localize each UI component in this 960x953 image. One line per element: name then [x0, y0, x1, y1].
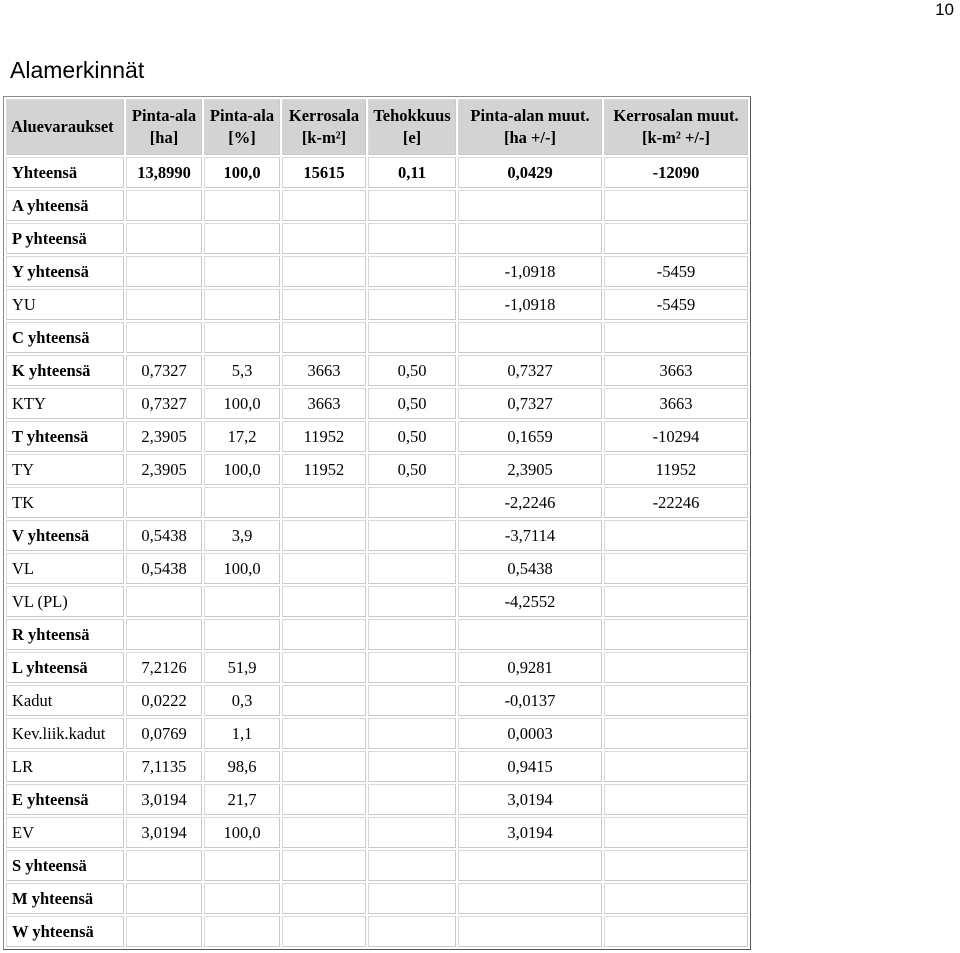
- table-cell: -10294: [604, 421, 748, 452]
- table-cell: -4,2552: [458, 586, 602, 617]
- table-cell: [368, 322, 456, 353]
- table-cell: [604, 586, 748, 617]
- table-cell: [604, 685, 748, 716]
- table-cell: [368, 619, 456, 650]
- table-cell: 0,50: [368, 355, 456, 386]
- table-cell: [282, 652, 366, 683]
- table-cell: 3663: [604, 355, 748, 386]
- table-cell: [204, 190, 280, 221]
- table-cell: [458, 850, 602, 881]
- table-row: [6, 916, 748, 947]
- table-cell: [368, 190, 456, 221]
- table-cell: [126, 916, 202, 947]
- table-cell: [604, 916, 748, 947]
- row-label: K yhteensä: [6, 355, 124, 386]
- row-label: S yhteensä: [6, 850, 124, 881]
- header-unit: [ha]: [149, 128, 179, 147]
- table-cell: [204, 883, 280, 914]
- header-aluevaraukset: [6, 99, 124, 155]
- table-cell: [204, 619, 280, 650]
- table-cell: 0,1659: [458, 421, 602, 452]
- table-cell: [604, 850, 748, 881]
- table-cell: 3,0194: [458, 817, 602, 848]
- header-label: Pinta-alan muut.: [470, 106, 590, 125]
- table-cell: [368, 256, 456, 287]
- header-label: Aluevaraukset: [11, 117, 114, 136]
- table-cell: 0,9281: [458, 652, 602, 683]
- table-cell: -1,0918: [458, 289, 602, 320]
- table-cell: 98,6: [204, 751, 280, 782]
- table-cell: [126, 487, 202, 518]
- table-cell: [458, 223, 602, 254]
- table-cell: [126, 322, 202, 353]
- row-label: VL (PL): [6, 586, 124, 617]
- table-cell: [126, 883, 202, 914]
- row-label: P yhteensä: [6, 223, 124, 254]
- row-label: T yhteensä: [6, 421, 124, 452]
- table-cell: 2,3905: [458, 454, 602, 485]
- table-cell: 0,7327: [458, 355, 602, 386]
- table-cell: [368, 289, 456, 320]
- table-cell: [458, 322, 602, 353]
- table-cell: 3,9: [204, 520, 280, 551]
- table-cell: [368, 685, 456, 716]
- land-use-table: [3, 96, 751, 950]
- table-cell: 3663: [604, 388, 748, 419]
- table-cell: [368, 487, 456, 518]
- row-label: Kadut: [6, 685, 124, 716]
- header-pinta-ala-ha: [126, 99, 202, 155]
- table-cell: 0,7327: [126, 355, 202, 386]
- header-tehokkuus: [368, 99, 456, 155]
- table-row: [6, 454, 748, 485]
- header-kerrosala: [282, 99, 366, 155]
- table-cell: [282, 784, 366, 815]
- table-cell: 3,0194: [458, 784, 602, 815]
- table-cell: [604, 190, 748, 221]
- table-cell: [282, 685, 366, 716]
- table-cell: 100,0: [204, 157, 280, 188]
- table-cell: [204, 916, 280, 947]
- row-label: C yhteensä: [6, 322, 124, 353]
- table-row: [6, 322, 748, 353]
- table-cell: [282, 586, 366, 617]
- table-row: [6, 883, 748, 914]
- row-label: EV: [6, 817, 124, 848]
- header-unit: [k-m² +/-]: [642, 128, 710, 147]
- header-row: [6, 99, 748, 155]
- table-cell: [282, 289, 366, 320]
- table-cell: [204, 322, 280, 353]
- table-cell: [204, 223, 280, 254]
- table-cell: [368, 718, 456, 749]
- table-cell: 0,0222: [126, 685, 202, 716]
- table-cell: [368, 850, 456, 881]
- row-label: KTY: [6, 388, 124, 419]
- header-unit: [k-m²]: [301, 128, 347, 147]
- table-cell: [282, 850, 366, 881]
- table-cell: 0,50: [368, 388, 456, 419]
- row-label: M yhteensä: [6, 883, 124, 914]
- table-row: [6, 520, 748, 551]
- table-cell: [282, 619, 366, 650]
- table-cell: [604, 652, 748, 683]
- table-cell: [604, 883, 748, 914]
- table-cell: [368, 916, 456, 947]
- table-cell: 0,7327: [458, 388, 602, 419]
- table-cell: [458, 916, 602, 947]
- row-label: E yhteensä: [6, 784, 124, 815]
- table-cell: [282, 487, 366, 518]
- table-cell: 100,0: [204, 553, 280, 584]
- row-label: R yhteensä: [6, 619, 124, 650]
- table-cell: 17,2: [204, 421, 280, 452]
- table-cell: 51,9: [204, 652, 280, 683]
- table-cell: 0,50: [368, 454, 456, 485]
- page-number: 10: [935, 0, 954, 19]
- table-body: [6, 157, 748, 947]
- table-cell: [604, 223, 748, 254]
- header-unit: [e]: [402, 128, 422, 147]
- table-cell: [458, 883, 602, 914]
- table-cell: -2,2246: [458, 487, 602, 518]
- header-unit: [%]: [228, 128, 256, 147]
- table-cell: -12090: [604, 157, 748, 188]
- table-cell: [282, 751, 366, 782]
- header-label: Pinta-ala: [209, 106, 275, 125]
- table-cell: [204, 586, 280, 617]
- table-cell: [368, 883, 456, 914]
- table-cell: [368, 520, 456, 551]
- table-row: [6, 289, 748, 320]
- header-label: Tehokkuus: [373, 106, 451, 125]
- table-cell: 11952: [604, 454, 748, 485]
- row-label: TK: [6, 487, 124, 518]
- table-cell: [368, 553, 456, 584]
- table-cell: [126, 586, 202, 617]
- table-cell: [368, 586, 456, 617]
- table-cell: [126, 256, 202, 287]
- table-cell: [368, 817, 456, 848]
- row-label: W yhteensä: [6, 916, 124, 947]
- header-label: Kerrosalan muut.: [613, 106, 739, 125]
- table-cell: 2,3905: [126, 421, 202, 452]
- table-cell: [282, 256, 366, 287]
- table-cell: [126, 190, 202, 221]
- header-pinta-ala-pct: [204, 99, 280, 155]
- table-cell: [282, 718, 366, 749]
- table-cell: [368, 223, 456, 254]
- table-cell: [604, 784, 748, 815]
- table-row: [6, 586, 748, 617]
- table-cell: [368, 751, 456, 782]
- table-row: [6, 553, 748, 584]
- row-label: LR: [6, 751, 124, 782]
- table-cell: [282, 520, 366, 551]
- table-cell: [604, 619, 748, 650]
- table-row: [6, 355, 748, 386]
- table-row: [6, 223, 748, 254]
- table-cell: 0,5438: [126, 520, 202, 551]
- table-cell: 100,0: [204, 454, 280, 485]
- table-header: [6, 99, 748, 155]
- table-row: [6, 817, 748, 848]
- table-cell: [604, 553, 748, 584]
- table-cell: [458, 619, 602, 650]
- table-cell: 100,0: [204, 817, 280, 848]
- table-cell: 100,0: [204, 388, 280, 419]
- table-cell: [604, 718, 748, 749]
- table-cell: 1,1: [204, 718, 280, 749]
- row-label: VL: [6, 553, 124, 584]
- table-row: [6, 751, 748, 782]
- table-cell: 0,0429: [458, 157, 602, 188]
- table-cell: 3,0194: [126, 817, 202, 848]
- table-cell: [204, 289, 280, 320]
- table-row: [6, 718, 748, 749]
- table-cell: 7,2126: [126, 652, 202, 683]
- table-cell: [368, 784, 456, 815]
- table-cell: 0,9415: [458, 751, 602, 782]
- table-cell: 0,3: [204, 685, 280, 716]
- table-cell: 0,0769: [126, 718, 202, 749]
- table-cell: 13,8990: [126, 157, 202, 188]
- table-cell: -5459: [604, 289, 748, 320]
- table-cell: 0,50: [368, 421, 456, 452]
- table-cell: [204, 256, 280, 287]
- table-cell: 11952: [282, 454, 366, 485]
- table-cell: [604, 751, 748, 782]
- table-cell: [282, 817, 366, 848]
- row-label: Kev.liik.kadut: [6, 718, 124, 749]
- row-label: TY: [6, 454, 124, 485]
- header-pinta-alan-muut: [458, 99, 602, 155]
- table-cell: 3663: [282, 355, 366, 386]
- table-row: [6, 685, 748, 716]
- table-cell: [604, 817, 748, 848]
- table-cell: [458, 190, 602, 221]
- header-kerrosalan-muut: [604, 99, 748, 155]
- header-label: Kerrosala: [288, 106, 360, 125]
- table-row: [6, 850, 748, 881]
- table-cell: 3,0194: [126, 784, 202, 815]
- table-cell: -22246: [604, 487, 748, 518]
- table-cell: 3663: [282, 388, 366, 419]
- table-row: [6, 256, 748, 287]
- table-cell: [126, 223, 202, 254]
- table-cell: 0,5438: [126, 553, 202, 584]
- table-row: [6, 487, 748, 518]
- header-unit: [ha +/-]: [503, 128, 557, 147]
- table-row: [6, 190, 748, 221]
- table-cell: 7,1135: [126, 751, 202, 782]
- table-cell: [282, 883, 366, 914]
- row-label: YU: [6, 289, 124, 320]
- table-row: [6, 388, 748, 419]
- table-cell: -0,0137: [458, 685, 602, 716]
- table-cell: 5,3: [204, 355, 280, 386]
- table-row: [6, 784, 748, 815]
- table-cell: [282, 322, 366, 353]
- table-cell: [126, 619, 202, 650]
- table-cell: 2,3905: [126, 454, 202, 485]
- section-heading: Alamerkinnät: [10, 57, 145, 83]
- table-row: [6, 421, 748, 452]
- table-cell: 0,7327: [126, 388, 202, 419]
- table-cell: [368, 652, 456, 683]
- table-cell: [604, 520, 748, 551]
- row-label: V yhteensä: [6, 520, 124, 551]
- table-cell: -1,0918: [458, 256, 602, 287]
- table-cell: [282, 223, 366, 254]
- row-label: A yhteensä: [6, 190, 124, 221]
- table-cell: 15615: [282, 157, 366, 188]
- table-cell: 0,11: [368, 157, 456, 188]
- table-cell: [282, 916, 366, 947]
- table-cell: [126, 289, 202, 320]
- row-label: L yhteensä: [6, 652, 124, 683]
- table-cell: -3,7114: [458, 520, 602, 551]
- table-cell: [204, 850, 280, 881]
- table-cell: [204, 487, 280, 518]
- table-cell: 0,0003: [458, 718, 602, 749]
- header-label: Pinta-ala: [131, 106, 197, 125]
- table-cell: [282, 553, 366, 584]
- table-cell: -5459: [604, 256, 748, 287]
- table-cell: [604, 322, 748, 353]
- table-row: [6, 652, 748, 683]
- table-cell: 0,5438: [458, 553, 602, 584]
- table-row: [6, 619, 748, 650]
- table-cell: [282, 190, 366, 221]
- table-cell: 11952: [282, 421, 366, 452]
- table-cell: [126, 850, 202, 881]
- row-label: Y yhteensä: [6, 256, 124, 287]
- row-label: Yhteensä: [6, 157, 124, 188]
- table-cell: 21,7: [204, 784, 280, 815]
- table-row: [6, 157, 748, 188]
